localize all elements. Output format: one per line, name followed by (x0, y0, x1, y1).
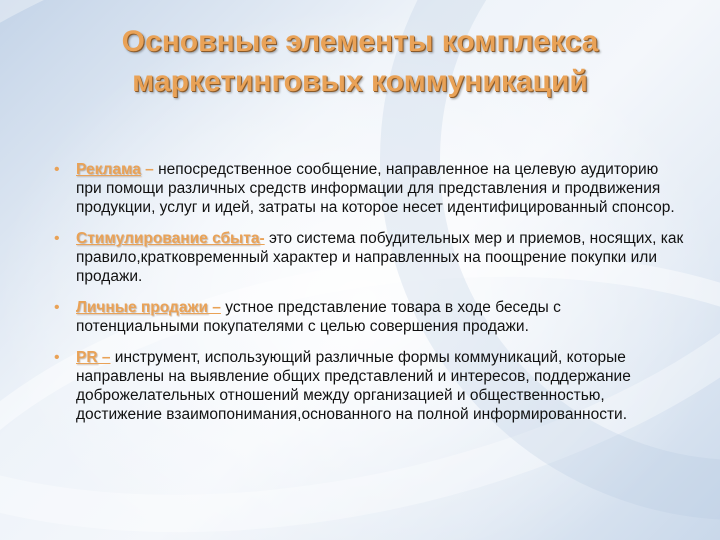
term-sales-promotion: Стимулирование сбыта (76, 230, 260, 247)
bullet-icon: • (54, 230, 60, 247)
slide-title (40, 22, 680, 102)
term-separator: - (259, 230, 265, 247)
slide-title-line-2: маркетинговых коммуникаций (132, 65, 588, 98)
bullet-icon: • (54, 299, 60, 316)
term-personal-selling: Личные продажи (76, 299, 208, 316)
item-text: инструмент, использующий различные формы коммуникаций, которые направлены на выявление общих представлений и интересов, поддержание доброжелательных отношений между организацией и общественностью, достижение взаимопонимания,основанного на полной информированности. (76, 349, 631, 423)
term-advertising: Реклама (76, 161, 141, 178)
item-text: это система побудительных мер и приемов, носящих, как правило,кратковременный характер и направленных на поощрение покупки или продажи. (76, 230, 684, 285)
bullet-icon: • (54, 161, 60, 178)
term-separator: – (97, 349, 111, 366)
bullet-icon: • (54, 349, 60, 366)
item-text: непосредственное сообщение, направленное на целевую аудиторию при помощи различных средств информации для представления и продвижения продукции, услуг и идей, затраты на которое несет идентифицированный спонсор. (76, 161, 675, 216)
slide-title-line-1: Основные элементы комплекса (121, 25, 599, 58)
bullet-list (48, 160, 688, 436)
term-separator: – (140, 161, 154, 178)
list-item (48, 348, 688, 424)
list-item (48, 160, 688, 217)
list-item (48, 298, 688, 336)
term-pr: PR (76, 349, 98, 366)
item-text: устное представление товара в ходе беседы с потенциальными покупателями с целью совершения продажи. (76, 299, 561, 335)
list-item (48, 229, 688, 286)
term-separator: – (208, 299, 221, 316)
